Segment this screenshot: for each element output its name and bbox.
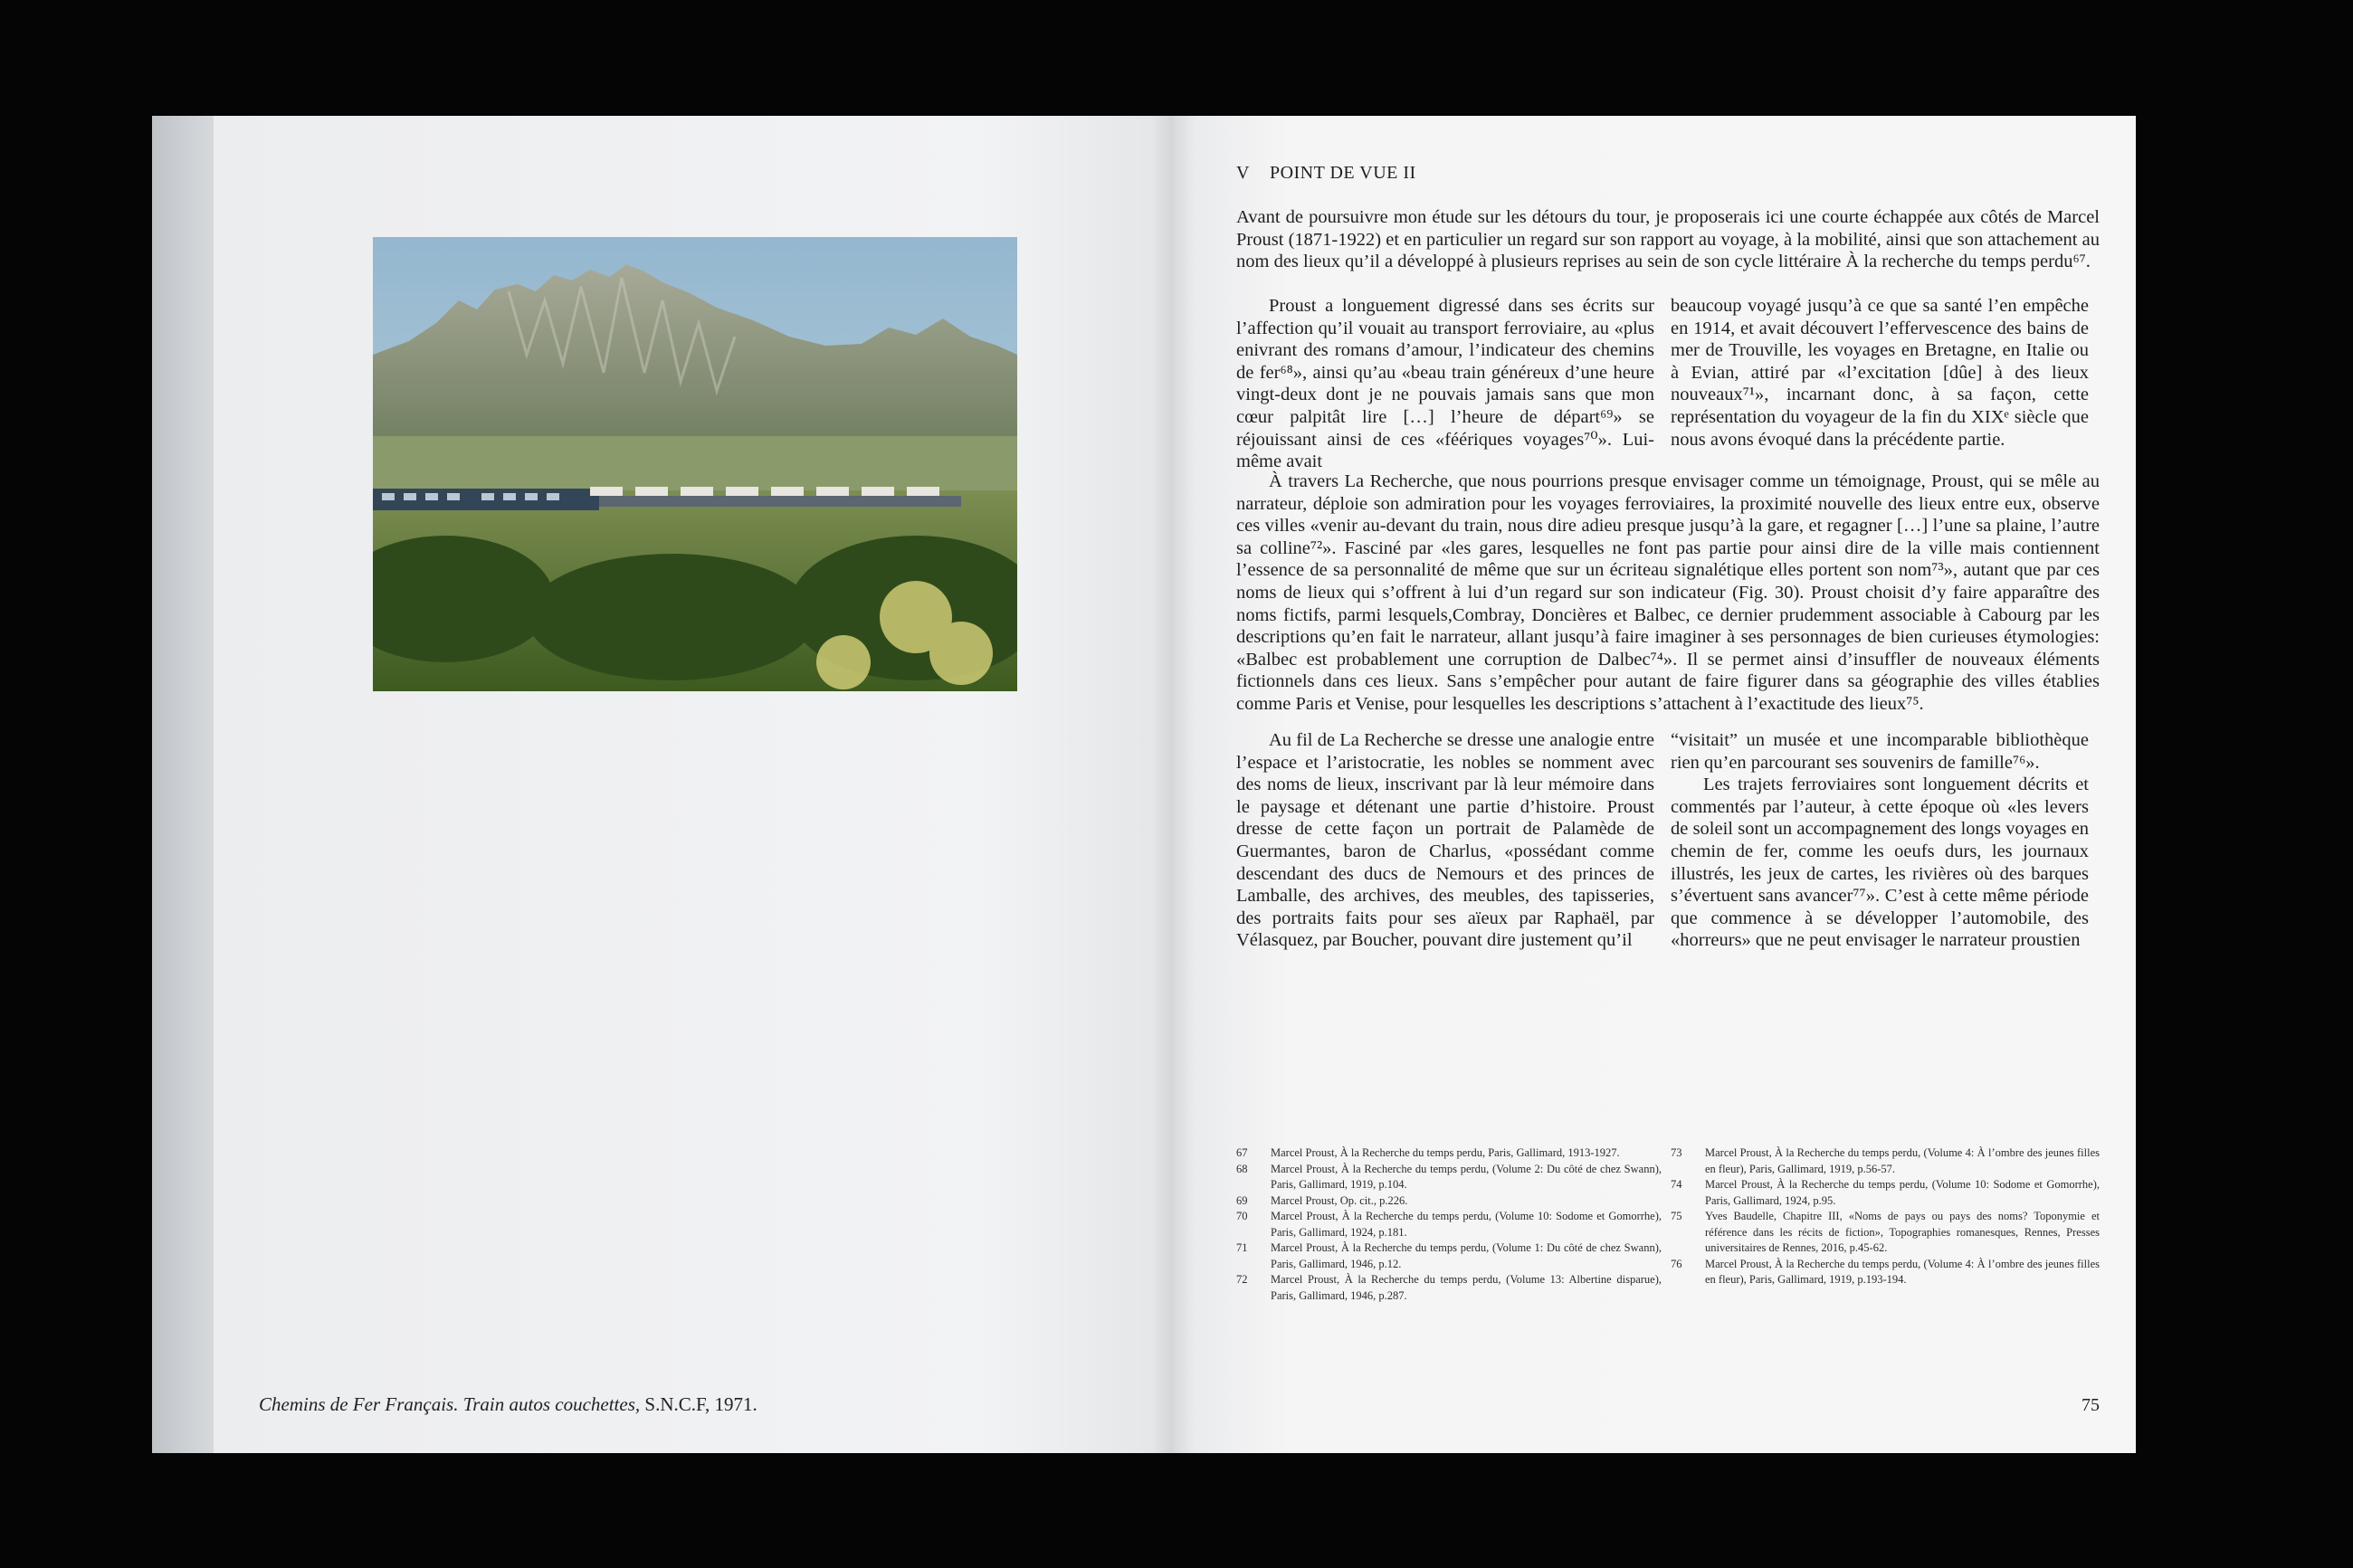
footnotes-right (1671, 1145, 2100, 1288)
footnote: 67 Marcel Proust, À la Recherche du temps perdu, Paris, Gallimard, 1913-1927. (1236, 1146, 1620, 1159)
para1-left-text: Proust a longuement digressé dans ses écrits sur l’affection qu’il vouait au transport ferroviaire, au «plus enivrant des romans d’amour, l’indicateur des chemins de fer⁶⁸», ainsi qu’au «beau train généreux d’une heure vingt-deux dont je ne pouvais jamais sans que mon cœur palpitât lire […] l’heure de départ⁶⁹» se réjouissant ainsi de ces «féériques voyages⁷⁰». Lui-même avait (1236, 296, 1654, 472)
para3-right-b: Les trajets ferroviaires sont longuement décrits et commentés par l’auteur, à cette époque où «les levers de soleil sont un accompagnement des longs voyages en chemin de fer, comme les oeufs durs, les journaux illustrés, les jeux de cartes, les rivières où des barques s’évertuent sans avancer⁷⁷». C’est à cette même période que commence à se développer l’automobile, des «horreurs» que ne peut envisager le narrateur proustien (1671, 774, 2089, 951)
para3-right-column (1671, 729, 2089, 952)
footnote: 76 Marcel Proust, À la Recherche du temps perdu, (Volume 4: À l’ombre des jeunes filles en fleur), Paris, Gallimard, 1919, p.193-194. (1671, 1257, 2100, 1286)
footnote: 74 Marcel Proust, À la Recherche du temps perdu, (Volume 10: Sodome et Gomorrhe), Paris, Gallimard, 1924, p.95. (1671, 1178, 2100, 1207)
book-gutter (1151, 116, 1195, 1453)
caption-title: Chemins de Fer Français. Train autos couchettes, (259, 1393, 641, 1415)
footnote: 73 Marcel Proust, À la Recherche du temps perdu, (Volume 4: À l’ombre des jeunes filles en fleur), Paris, Gallimard, 1919, p.56-57. (1671, 1146, 2100, 1175)
section-title: POINT DE VUE II (1269, 163, 1416, 183)
para2 (1236, 470, 2100, 716)
footnote: 68 Marcel Proust, À la Recherche du temps perdu, (Volume 2: Du côté de chez Swann), Paris, Gallimard, 1919, p.104. (1236, 1162, 1662, 1191)
footnote: 71 Marcel Proust, À la Recherche du temps perdu, (Volume 1: Du côté de chez Swann), Paris, Gallimard, 1946, p.12. (1236, 1241, 1662, 1270)
footnote: 70 Marcel Proust, À la Recherche du temps perdu, (Volume 10: Sodome et Gomorrhe), Paris, Gallimard, 1924, p.181. (1236, 1210, 1662, 1239)
page-number: 75 (2082, 1395, 2100, 1415)
para3-left-text: Au fil de La Recherche se dresse une analogie entre l’espace et l’aristocratie, les nobles se nomment avec des noms de lieux, inscrivant par là leur mémoire dans le paysage et détenant une partie d’histoire. Proust dresse de cette façon un portrait de Palamède de Guermantes, baron de Charlus, «possédant comme descendant des ducs de Nemours et des princes de Lamballe, des archives, des meubles, des tapisseries, des portraits faits pour ses aïeux par Raphaël, par Vélasquez, par Boucher, pouvant dire justement qu’il (1236, 730, 1654, 951)
intro-text: Avant de poursuivre mon étude sur les détours du tour, je proposerais ici une courte échappée aux côtés de Marcel Proust (1871-1922) et en particulier un regard sur son rapport au voyage, à la mobilité, ainsi que son attachement au nom des lieux qu’il a développé à plusieurs reprises au sein de son cycle littéraire À la recherche du temps perdu⁶⁷. (1236, 207, 2100, 272)
para1-left-column (1236, 295, 1654, 473)
para1-right-text: beaucoup voyagé jusqu’à ce que sa santé l’en empêche en 1914, et avait découvert l’effervescence des bains de mer de Trouville, les voyages en Bretagne, en Italie ou à Evian, attiré par «l’excitation [dûe] à des lieux nouveaux⁷¹», incarnant donc, à sa façon, cette représentation du voyageur de la fin du XIXᵉ siècle que nous avons évoqué dans la précédente partie. (1671, 296, 2089, 450)
section-heading (1236, 163, 1416, 184)
intro-paragraph (1236, 206, 2100, 273)
caption-source: S.N.C.F, 1971. (640, 1393, 757, 1415)
para3-right-a: “visitait” un musée et une incomparable bibliothèque rien qu’en parcourant ses souvenirs de famille⁷⁶». (1671, 730, 2089, 773)
train-landscape-photo (373, 237, 1017, 691)
footnotes-left (1236, 1145, 1662, 1304)
photo-caption (259, 1393, 1073, 1416)
footnote: 75 Yves Baudelle, Chapitre III, «Noms de pays ou pays des noms? Toponymie et référence dans les récits de fiction», Topographies romanesques, Rennes, Presses universitaires de Rennes, 2016, p.45-62. (1671, 1210, 2100, 1254)
book-edge (152, 116, 215, 1453)
para1-right-column (1671, 295, 2089, 451)
footnote: 69 Marcel Proust, Op. cit., p.226. (1236, 1193, 1408, 1207)
section-number: V (1236, 163, 1250, 183)
footnote: 72 Marcel Proust, À la Recherche du temps perdu, (Volume 13: Albertine disparue), Paris, Gallimard, 1946, p.287. (1236, 1273, 1662, 1302)
para2-text: À travers La Recherche, que nous pourrions presque envisager comme un témoignage, Proust, qui se mêle au narrateur, déploie son admiration pour les voyages ferroviaires, la proximité nouvelle des lieux entre eux, observe ces villes «venir au-devant du train, nous dire adieu presque jusqu’à la gare, et regagner […] l’une sa plaine, l’autre sa colline⁷²». Fasciné par «les gares, lesquelles ne font pas partie pour ainsi dire de la ville mais contiennent l’essence de sa personnalité de même que sur un écriteau signalétique elles portent son nom⁷³», autant que par ces noms de lieux qui s’offrent à lui d’un regard sur son indicateur (Fig. 30). Proust choisit d’y faire apparaître des noms fictifs, parmi lesquels,Combray, Doncières et Balbec, ce dernier prudemment associable à Cabourg par les descriptions qu’en fait le narrateur, allant jusqu’à faire imaginer à ses personnages de bien curieuses étymologies: «Balbec est probablement une corruption de Dalbec⁷⁴». Il se permet ainsi d’insuffler de nouveaux éléments fictionnels dans ces lieux. Sans s’empêcher pour autant de faire figurer dans sa géographie des villes établies comme Paris et Venise, pour lesquelles les descriptions s’attachent à l’exactitude des lieux⁷⁵. (1236, 471, 2100, 714)
para3-left-column (1236, 729, 1654, 952)
